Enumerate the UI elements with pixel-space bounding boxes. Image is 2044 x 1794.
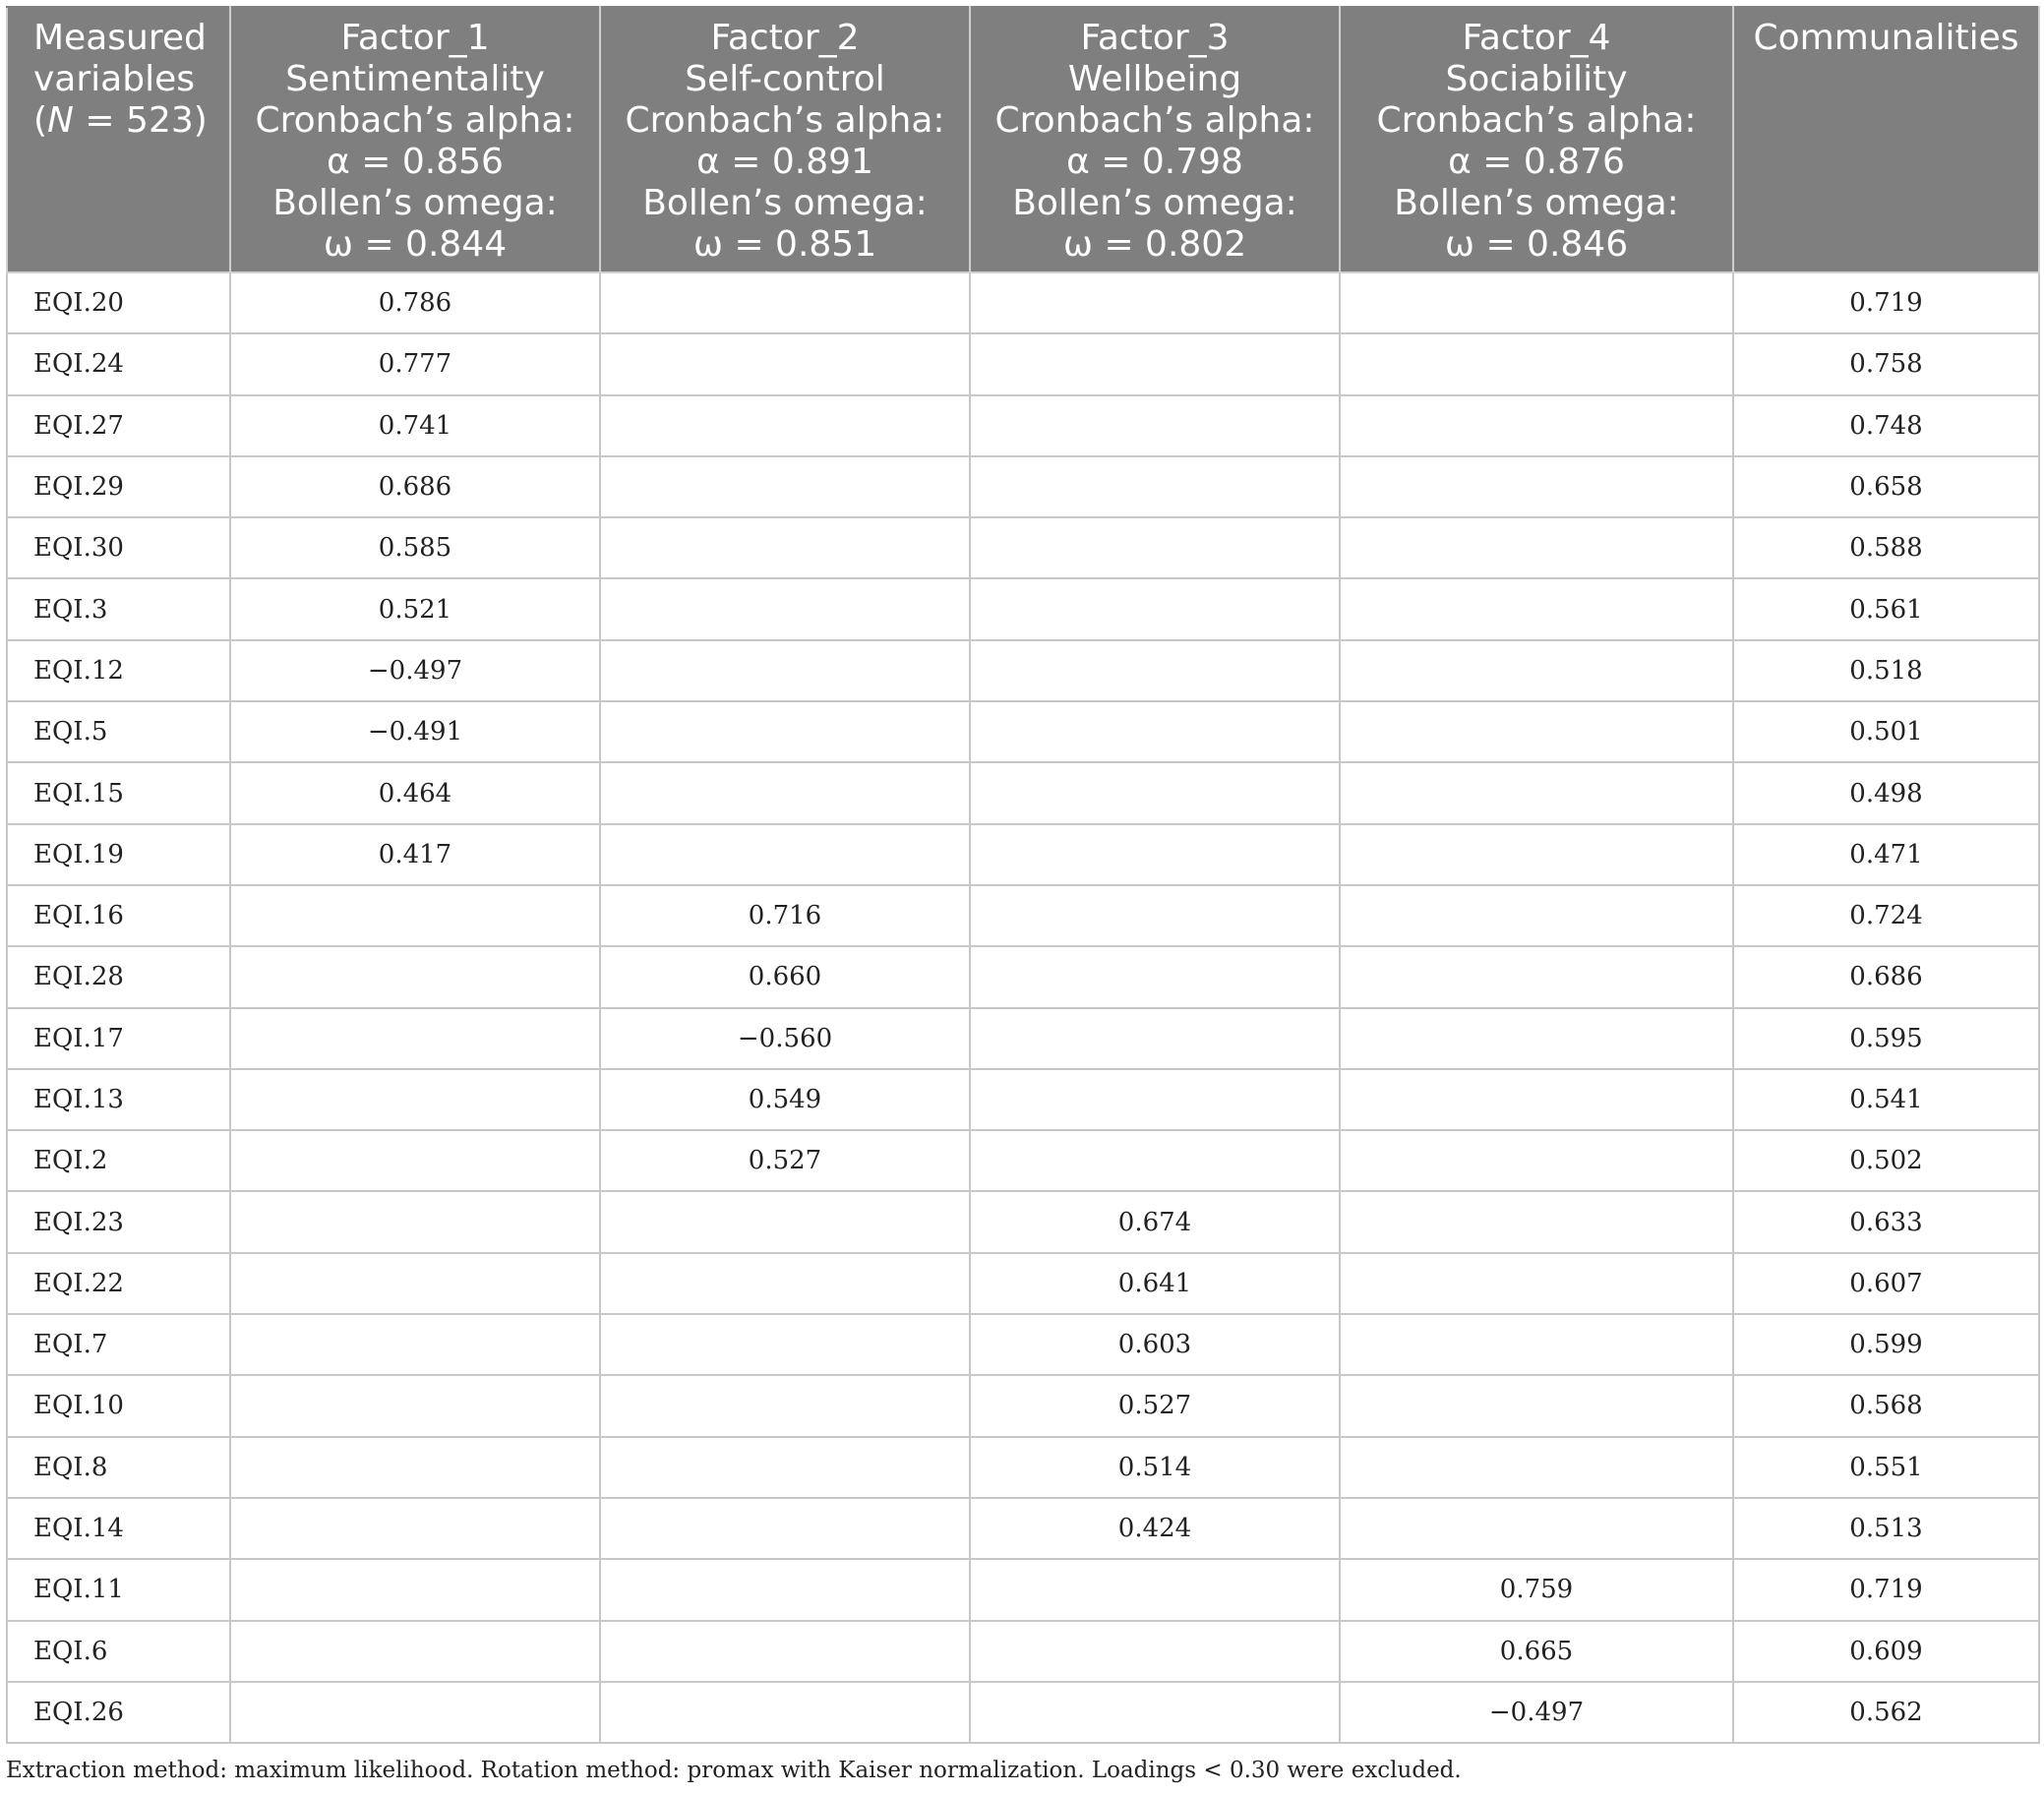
loading-cell (1340, 578, 1733, 639)
table-row (7, 456, 2039, 517)
table-row (7, 1498, 2039, 1559)
loading-cell (600, 1191, 970, 1252)
table-row (7, 701, 2039, 762)
factor-4-alpha-value: α = 0.876 (1448, 142, 1625, 182)
loading-cell (1340, 1253, 1733, 1314)
communality-cell: 0.724 (1733, 885, 2039, 946)
communality-cell: 0.758 (1733, 333, 2039, 394)
variable-cell: EQI.19 (7, 824, 230, 885)
table-row (7, 1069, 2039, 1130)
table-row (7, 946, 2039, 1007)
factor-3-alpha-label: Cronbach’s alpha: (994, 100, 1315, 141)
factor-4-alpha-label: Cronbach’s alpha: (1376, 100, 1697, 141)
factor-4-omega-value: ω = 0.846 (1444, 224, 1629, 265)
factor-1-alpha-value: α = 0.856 (327, 142, 504, 182)
loading-cell (230, 1008, 600, 1069)
variable-cell: EQI.3 (7, 578, 230, 639)
variable-cell: EQI.20 (7, 272, 230, 333)
loading-cell (1340, 1314, 1733, 1375)
variable-cell: EQI.6 (7, 1621, 230, 1682)
factor-4-name: Factor_4 (1462, 18, 1611, 58)
loading-cell (970, 1682, 1340, 1743)
loading-cell (600, 1253, 970, 1314)
loading-cell (1340, 1375, 1733, 1436)
loading-cell (600, 824, 970, 885)
loading-cell: −0.497 (230, 640, 600, 701)
loading-cell: −0.497 (1340, 1682, 1733, 1743)
loading-cell (970, 395, 1340, 456)
loading-cell: 0.549 (600, 1069, 970, 1130)
loading-cell (1340, 1191, 1733, 1252)
loading-cell (600, 578, 970, 639)
table-row (7, 272, 2039, 333)
variable-cell: EQI.16 (7, 885, 230, 946)
loading-cell: 0.603 (970, 1314, 1340, 1375)
header-measured-variables (7, 7, 230, 272)
communality-cell: 0.658 (1733, 456, 2039, 517)
factor-1-label: Sentimentality (285, 59, 545, 99)
variable-cell: EQI.14 (7, 1498, 230, 1559)
communality-cell: 0.595 (1733, 1008, 2039, 1069)
variable-cell: EQI.22 (7, 1253, 230, 1314)
factor-3-name: Factor_3 (1080, 18, 1230, 58)
loading-cell: −0.491 (230, 701, 600, 762)
loading-cell (1340, 1437, 1733, 1498)
variable-cell: EQI.24 (7, 333, 230, 394)
variable-cell: EQI.23 (7, 1191, 230, 1252)
variable-cell: EQI.11 (7, 1559, 230, 1620)
loading-cell (230, 1314, 600, 1375)
variable-cell: EQI.13 (7, 1069, 230, 1130)
variable-cell: EQI.10 (7, 1375, 230, 1436)
factor-2-alpha-label: Cronbach’s alpha: (625, 100, 945, 141)
loading-cell: −0.560 (600, 1008, 970, 1069)
table-row (7, 824, 2039, 885)
loading-cell (230, 1437, 600, 1498)
factor-1-omega-value: ω = 0.844 (323, 224, 508, 265)
loading-cell: 0.521 (230, 578, 600, 639)
loading-cell: 0.665 (1340, 1621, 1733, 1682)
communality-cell: 0.498 (1733, 762, 2039, 823)
variable-cell: EQI.12 (7, 640, 230, 701)
table-row (7, 1375, 2039, 1436)
loading-cell (230, 946, 600, 1007)
loading-cell (1340, 701, 1733, 762)
loading-cell (230, 885, 600, 946)
factor-2-omega-label: Bollen’s omega: (642, 183, 928, 223)
table-row (7, 1559, 2039, 1620)
loading-cell (600, 640, 970, 701)
loading-cell: 0.514 (970, 1437, 1340, 1498)
loading-cell (1340, 333, 1733, 394)
loading-cell: 0.417 (230, 824, 600, 885)
loading-cell: 0.786 (230, 272, 600, 333)
communality-cell: 0.748 (1733, 395, 2039, 456)
communality-cell: 0.599 (1733, 1314, 2039, 1375)
communality-cell: 0.686 (1733, 946, 2039, 1007)
loading-cell (1340, 1008, 1733, 1069)
loading-cell (970, 640, 1340, 701)
loading-cell: 0.585 (230, 517, 600, 578)
loading-cell: 0.716 (600, 885, 970, 946)
header-factor-3 (970, 7, 1340, 272)
loading-cell (600, 1498, 970, 1559)
loading-cell: 0.464 (230, 762, 600, 823)
loading-cell (600, 1314, 970, 1375)
loading-cell (600, 1437, 970, 1498)
table-row (7, 640, 2039, 701)
loading-cell: 0.527 (600, 1130, 970, 1191)
header-row (7, 7, 2039, 272)
loading-cell (600, 333, 970, 394)
loading-cell (1340, 272, 1733, 333)
loading-cell (1340, 1130, 1733, 1191)
header-n-line: (N = 523) (33, 100, 208, 141)
header-communalities: Communalities (1733, 7, 2039, 272)
header-variables-line: variables (33, 59, 195, 99)
loading-cell (600, 1375, 970, 1436)
loading-cell (970, 701, 1340, 762)
loading-cell (1340, 762, 1733, 823)
loading-cell (970, 272, 1340, 333)
factor-1-name: Factor_1 (340, 18, 490, 58)
loading-cell (600, 1559, 970, 1620)
header-factor-1 (230, 7, 600, 272)
loading-cell (1340, 517, 1733, 578)
factor-3-omega-value: ω = 0.802 (1062, 224, 1247, 265)
loading-cell (600, 456, 970, 517)
loading-cell (970, 946, 1340, 1007)
table-row (7, 578, 2039, 639)
loading-cell (600, 1621, 970, 1682)
loading-cell: 0.759 (1340, 1559, 1733, 1620)
table-row (7, 1130, 2039, 1191)
table-row (7, 1621, 2039, 1682)
loading-cell (230, 1253, 600, 1314)
loading-cell (970, 456, 1340, 517)
table-row (7, 885, 2039, 946)
loading-cell (970, 333, 1340, 394)
table-row (7, 762, 2039, 823)
loading-cell (970, 517, 1340, 578)
loading-cell (1340, 456, 1733, 517)
table-row (7, 333, 2039, 394)
factor-3-omega-label: Bollen’s omega: (1012, 183, 1297, 223)
loading-cell (1340, 946, 1733, 1007)
variable-cell: EQI.5 (7, 701, 230, 762)
header-factor-4 (1340, 7, 1733, 272)
table-row (7, 1191, 2039, 1252)
loading-cell: 0.686 (230, 456, 600, 517)
loading-cell (230, 1621, 600, 1682)
loading-cell (970, 1069, 1340, 1130)
factor-2-name: Factor_2 (710, 18, 860, 58)
loading-cell: 0.424 (970, 1498, 1340, 1559)
table-row (7, 517, 2039, 578)
variable-cell: EQI.17 (7, 1008, 230, 1069)
loading-cell (230, 1682, 600, 1743)
table-row (7, 1437, 2039, 1498)
communality-cell: 0.471 (1733, 824, 2039, 885)
factor-loadings-table (6, 6, 2040, 1744)
loading-cell: 0.660 (600, 946, 970, 1007)
variable-cell: EQI.2 (7, 1130, 230, 1191)
header-factor-2 (600, 7, 970, 272)
loading-cell (600, 1682, 970, 1743)
loading-cell (230, 1498, 600, 1559)
loading-cell (600, 395, 970, 456)
loading-cell: 0.527 (970, 1375, 1340, 1436)
loading-cell (1340, 885, 1733, 946)
table-body (7, 272, 2039, 1743)
variable-cell: EQI.30 (7, 517, 230, 578)
loading-cell (600, 762, 970, 823)
loading-cell (230, 1375, 600, 1436)
variable-cell: EQI.15 (7, 762, 230, 823)
loading-cell: 0.741 (230, 395, 600, 456)
communality-cell: 0.719 (1733, 272, 2039, 333)
loading-cell (600, 517, 970, 578)
communality-cell: 0.551 (1733, 1437, 2039, 1498)
communality-cell: 0.633 (1733, 1191, 2039, 1252)
table-row (7, 1253, 2039, 1314)
loading-cell (230, 1069, 600, 1130)
factor-1-alpha-label: Cronbach’s alpha: (255, 100, 575, 141)
variable-cell: EQI.26 (7, 1682, 230, 1743)
loading-cell (600, 272, 970, 333)
loading-cell (970, 578, 1340, 639)
loading-cell (1340, 1498, 1733, 1559)
variable-cell: EQI.8 (7, 1437, 230, 1498)
factor-4-omega-label: Bollen’s omega: (1394, 183, 1679, 223)
loading-cell (230, 1130, 600, 1191)
loading-cell (1340, 640, 1733, 701)
loading-cell (970, 824, 1340, 885)
header-measured-line: Measured (33, 18, 207, 58)
loading-cell: 0.641 (970, 1253, 1340, 1314)
loading-cell (970, 1008, 1340, 1069)
communality-cell: 0.502 (1733, 1130, 2039, 1191)
communality-cell: 0.719 (1733, 1559, 2039, 1620)
table-row (7, 1682, 2039, 1743)
table-row (7, 395, 2039, 456)
loading-cell (1340, 395, 1733, 456)
loading-cell (230, 1191, 600, 1252)
variable-cell: EQI.29 (7, 456, 230, 517)
factor-2-omega-value: ω = 0.851 (692, 224, 877, 265)
variable-cell: EQI.27 (7, 395, 230, 456)
communality-cell: 0.561 (1733, 578, 2039, 639)
variable-cell: EQI.28 (7, 946, 230, 1007)
factor-2-label: Self-control (685, 59, 885, 99)
loading-cell (970, 1130, 1340, 1191)
factor-1-omega-label: Bollen’s omega: (272, 183, 558, 223)
communality-cell: 0.568 (1733, 1375, 2039, 1436)
loading-cell: 0.777 (230, 333, 600, 394)
loading-cell (600, 701, 970, 762)
variable-cell: EQI.7 (7, 1314, 230, 1375)
communality-cell: 0.501 (1733, 701, 2039, 762)
factor-4-label: Sociability (1445, 59, 1628, 99)
communality-cell: 0.513 (1733, 1498, 2039, 1559)
loading-cell (970, 1621, 1340, 1682)
factor-3-label: Wellbeing (1067, 59, 1242, 99)
factor-loadings-table-container (6, 6, 2038, 1744)
loading-cell (970, 762, 1340, 823)
loading-cell: 0.674 (970, 1191, 1340, 1252)
communality-cell: 0.609 (1733, 1621, 2039, 1682)
table-row (7, 1008, 2039, 1069)
loading-cell (970, 885, 1340, 946)
loading-cell (970, 1559, 1340, 1620)
factor-3-alpha-value: α = 0.798 (1066, 142, 1243, 182)
communality-cell: 0.562 (1733, 1682, 2039, 1743)
loading-cell (1340, 1069, 1733, 1130)
table-footnote: Extraction method: maximum likelihood. Rotation method: promax with Kaiser normalization. Loadings < 0.30 were excluded. (6, 1758, 1462, 1783)
communality-cell: 0.518 (1733, 640, 2039, 701)
loading-cell (230, 1559, 600, 1620)
communality-cell: 0.607 (1733, 1253, 2039, 1314)
factor-2-alpha-value: α = 0.891 (696, 142, 873, 182)
communality-cell: 0.541 (1733, 1069, 2039, 1130)
table-row (7, 1314, 2039, 1375)
communality-cell: 0.588 (1733, 517, 2039, 578)
loading-cell (1340, 824, 1733, 885)
